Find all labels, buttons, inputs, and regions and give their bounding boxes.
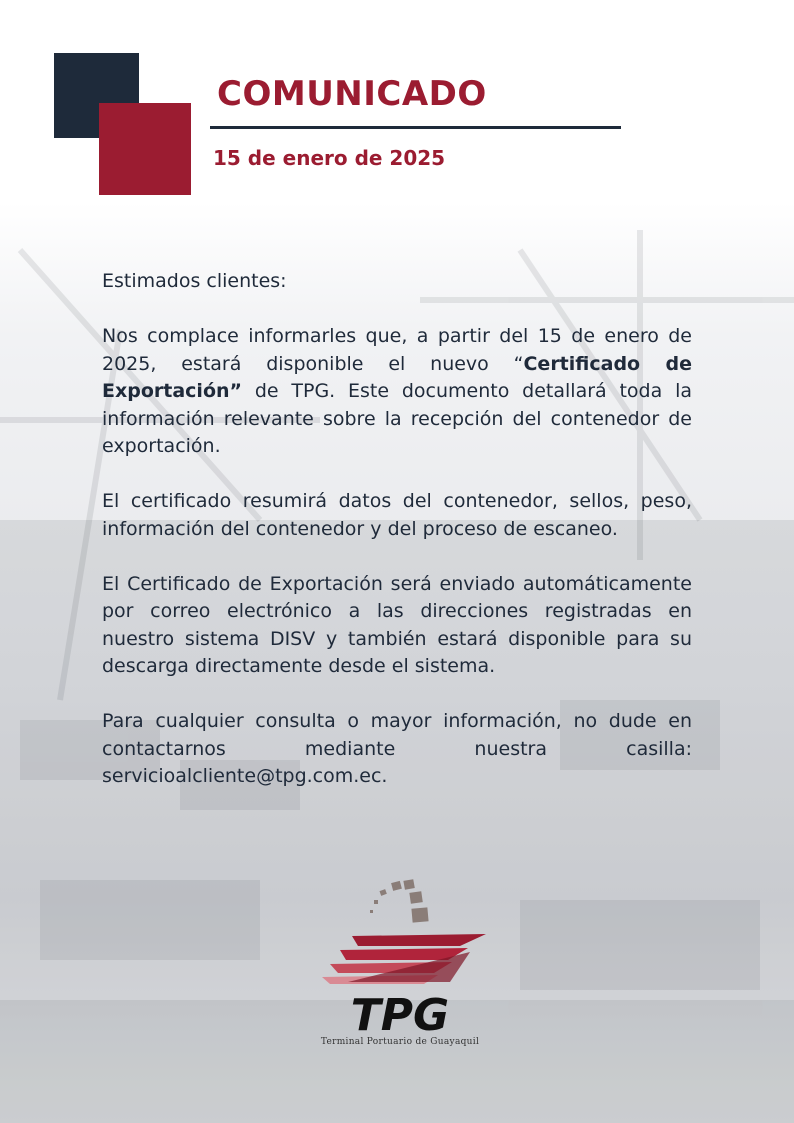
certificate-name: Certificado de Exportación”	[102, 352, 693, 402]
page-title: COMUNICADO	[217, 74, 487, 114]
svg-text:TPG: TPG	[350, 990, 450, 1041]
title-divider	[210, 126, 621, 129]
paragraph-delivery: El Certificado de Exportación será enviado automáticamente por correo electrónico a las direcciones registradas en nuestro sistema DISV y también estará disponible para su descarga directamente desde el sistema.	[102, 572, 692, 677]
tpg-wordmark	[351, 990, 449, 1041]
paragraph-contact: Para cualquier consulta o mayor información, no dude en contactarnos mediante nuestra casilla: servicioalcliente@tpg.com.ec.	[102, 710, 692, 787]
paragraph-text: de TPG. Este documento detallará toda la información relevante sobre la recepción del contenedor de exportación.	[102, 380, 692, 457]
letter-body	[102, 268, 692, 818]
tpg-logo	[300, 878, 500, 1058]
paragraph-text: Nos complace informarles que, a partir del 15 de enero de 2025, estará disponible el nuevo “	[102, 325, 692, 375]
paragraph-announcement	[102, 323, 692, 461]
greeting: Estimados clientes:	[102, 270, 287, 292]
document-date: 15 de enero de 2025	[213, 146, 446, 170]
paragraph-contents: El certificado resumirá datos del contenedor, sellos, peso, información del contenedor y del proceso de escaneo.	[102, 490, 692, 540]
decorative-red-square	[99, 103, 191, 195]
tpg-logo-subtitle: Terminal Portuario de Guayaquil	[320, 1037, 480, 1047]
